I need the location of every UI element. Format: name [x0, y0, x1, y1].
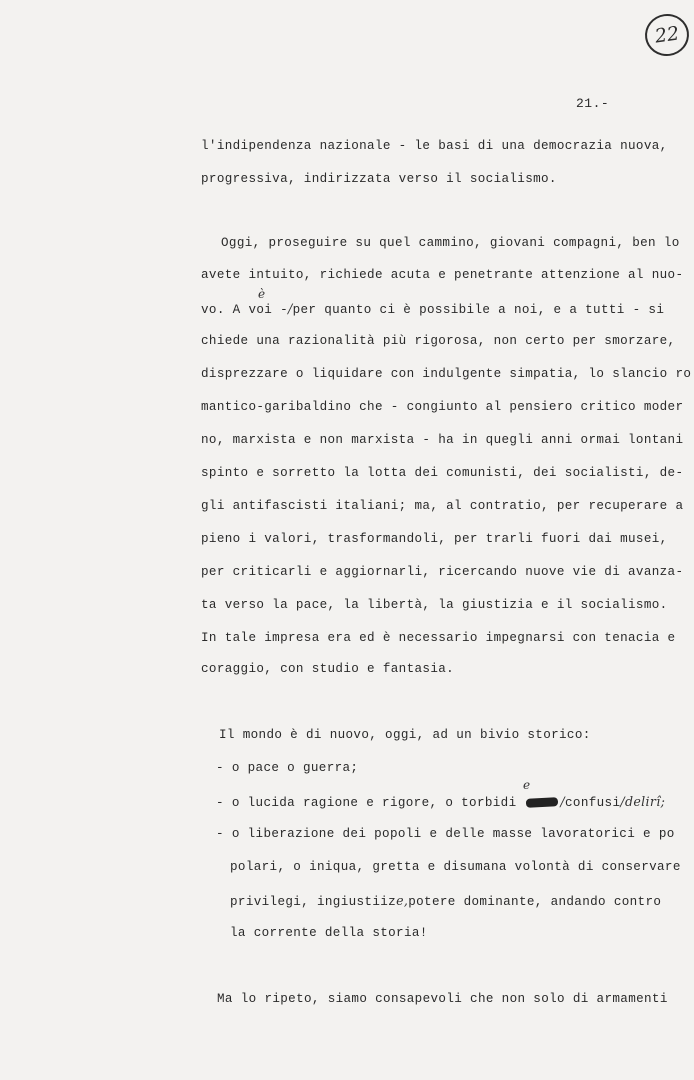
text-line: progressiva, indirizzata verso il socialismo. — [201, 172, 557, 186]
insertion-mark: / — [287, 301, 293, 316]
text-line: spinto e sorretto la lotta dei comunisti, dei socialisti, de- — [201, 466, 684, 480]
text-line: ta verso la pace, la libertà, la giustizia e il socialismo. — [201, 598, 668, 612]
text-line: l'indipendenza nazionale - le basi di una democrazia nuova, — [201, 139, 668, 153]
word: confusi — [565, 796, 621, 810]
page-stamp — [642, 11, 691, 59]
text-line — [201, 301, 664, 317]
text-line: pieno i valori, trasformandoli, per trarli fuori dai musei, — [201, 532, 668, 546]
handwritten-insertion: e — [523, 778, 531, 792]
handwritten-correction: e — [396, 893, 404, 908]
handwritten-word: delirî — [624, 794, 661, 809]
line-text: - o lucida ragione e rigore, o torbidi — [216, 796, 517, 810]
handwritten-punct: ; — [660, 794, 666, 809]
text-line: coraggio, con studio e fantasia. — [201, 662, 455, 676]
text-line: Oggi, proseguire su quel cammino, giovani compagni, ben lo — [221, 236, 680, 250]
text-line: gli antifascisti italiani; ma, al contratio, per recuperare a — [201, 499, 684, 513]
text-line: polari, o iniqua, gretta e disumana volontà di conservare — [230, 860, 681, 874]
list-item: - o liberazione dei popoli e delle masse lavoratorici e po — [216, 827, 675, 841]
text-line: per criticarli e aggiornarli, ricercando nuove vie di avanza- — [201, 565, 684, 579]
text-line: avete intuito, richiede acuta e penetrante attenzione al nuo- — [201, 268, 684, 282]
list-item: - o pace o guerra; — [216, 761, 359, 775]
stamp-number: 22 — [653, 22, 681, 48]
handwritten-correction: è — [258, 287, 266, 301]
text-line: In tale impresa era ed è necessario impegnarsi con tenacia e — [201, 631, 676, 645]
text-line: mantico-garibaldino che - congiunto al pensiero critico moder — [201, 400, 684, 414]
text-line: disprezzare o liquidare con indulgente simpatia, lo slancio ro — [201, 367, 692, 381]
line-text: privilegi, ingiustiiz — [230, 895, 397, 909]
line-rest: per quanto ci è possibile a noi, e a tutti - si — [292, 303, 665, 317]
strikeout-scribble — [526, 797, 558, 808]
line-prefix: vo. A voi - — [201, 303, 288, 317]
line-rest: potere dominante, andando contro — [408, 895, 662, 909]
text-line: Il mondo è di nuovo, oggi, ad un bivio storico: — [219, 728, 591, 742]
list-item: - o lucida ragione e rigore, o torbidi /confusi/delirî; — [216, 794, 666, 810]
text-line: privilegi, ingiustiize,potere dominante, andando contro — [230, 893, 662, 909]
text-line: chiede una razionalità più rigorosa, non certo per smorzare, — [201, 334, 676, 348]
text-line: Ma lo ripeto, siamo consapevoli che non solo di armamenti — [217, 992, 668, 1006]
text-line: la corrente della storia! — [230, 926, 428, 940]
text-line: no, marxista e non marxista - ha in quegli anni ormai lontani — [201, 433, 684, 447]
page-number: 21.- — [576, 96, 610, 111]
